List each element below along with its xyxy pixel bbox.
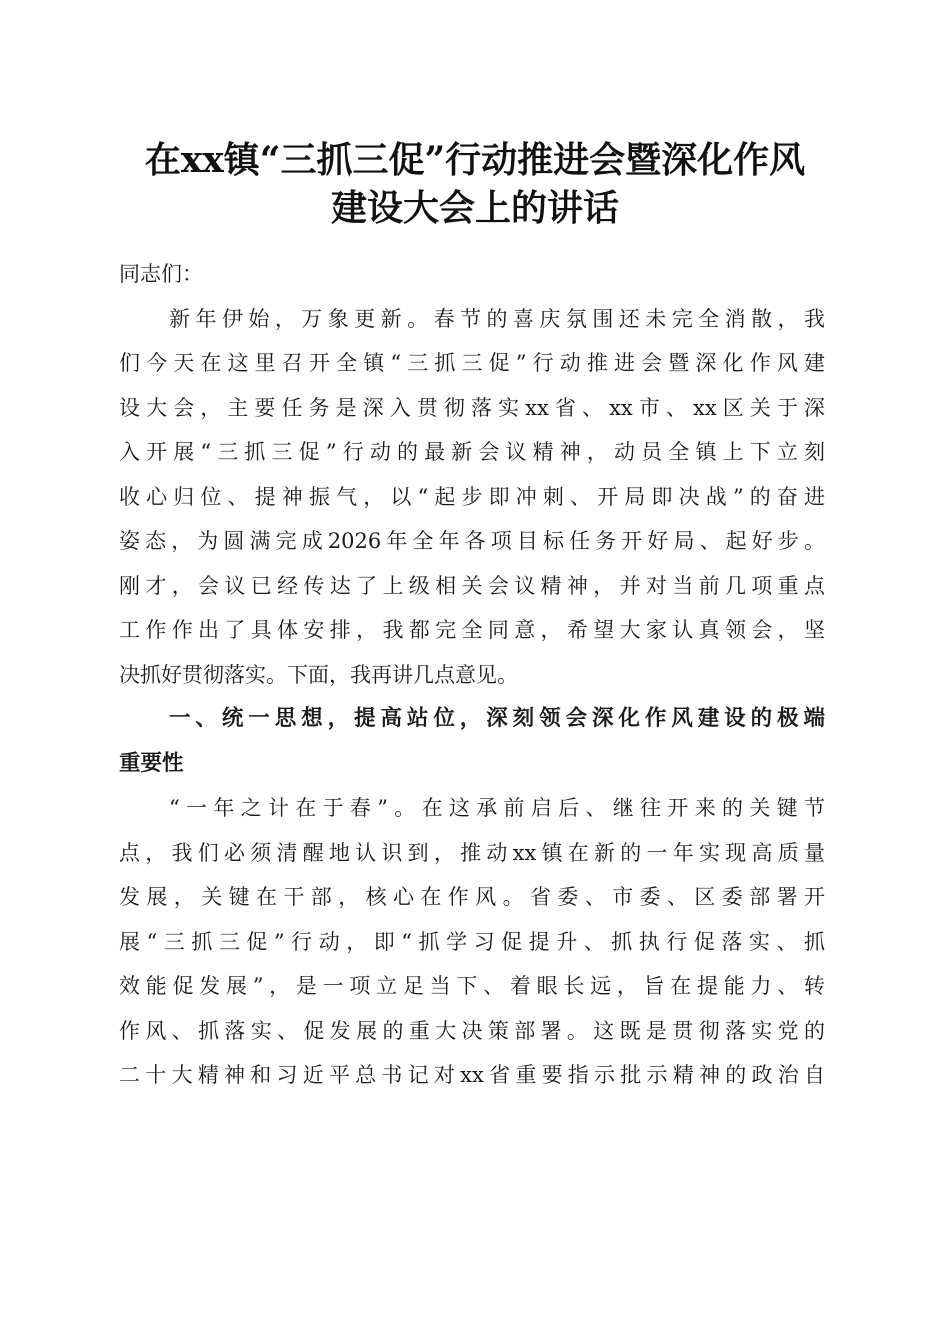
paragraph-line: 们今天在这里召开全镇“三抓三促”行动推进会暨深化作风建 <box>119 351 825 375</box>
paragraph-line: 决抓好贯彻落实。下面，我再讲几点意见。 <box>119 662 518 687</box>
heading-line: 一、统一思想，提高站位，深刻领会深化作风建设的极端 <box>169 706 825 731</box>
title-line: 建设大会上的讲话 <box>330 187 619 229</box>
salutation: 同志们： <box>119 262 203 286</box>
document-body <box>119 252 825 1098</box>
paragraph-line: 作风、抓落实、促发展的重大决策部署。这既是贯彻落实党的 <box>119 1018 825 1043</box>
section-heading-1 <box>119 697 825 786</box>
paragraph-line: 点，我们必须清醒地认识到，推动xx镇在新的一年实现高质量 <box>119 840 825 865</box>
paragraph-line: 工作作出了具体安排，我都完全同意，希望大家认真领会，坚 <box>119 618 825 642</box>
heading-line: 重要性 <box>119 750 184 776</box>
paragraph-line: 收心归位、提神振气，以“起步即冲刺、开局即决战”的奋进 <box>119 484 825 509</box>
paragraph-line: 效能促发展”，是一项立足当下、着眼长远，旨在提能力、转 <box>119 974 825 998</box>
paragraph-2 <box>119 786 825 1098</box>
paragraph-line: 入开展“三抓三促”行动的最新会议精神，动员全镇上下立刻 <box>119 440 825 464</box>
paragraph-line: 姿态，为圆满完成2026年全年各项目标任务开好局、起好步。 <box>119 529 825 553</box>
paragraph-line: 展“三抓三促”行动，即“抓学习促提升、抓执行促落实、抓 <box>119 929 825 954</box>
paragraph-line: 新年伊始，万象更新。春节的喜庆氛围还未完全消散，我 <box>169 306 825 331</box>
paragraph-line: 刚才，会议已经传达了上级相关会议精神，并对当前几项重点 <box>119 573 825 598</box>
paragraph-line: 设大会，主要任务是深入贯彻落实xx省、xx市、xx区关于深 <box>119 395 825 420</box>
document-title <box>100 136 850 232</box>
paragraph-1 <box>119 297 825 698</box>
paragraph-line: 发展，关键在干部，核心在作风。省委、市委、区委部署开 <box>119 885 825 909</box>
paragraph-line: “一年之计在于春”。在这承前启后、继往开来的关键节 <box>169 796 825 820</box>
paragraph-line: 二十大精神和习近平总书记对xx省重要指示批示精神的政治自 <box>119 1063 825 1087</box>
title-line: 在xx镇“三抓三促”行动推进会暨深化作风 <box>144 139 806 181</box>
